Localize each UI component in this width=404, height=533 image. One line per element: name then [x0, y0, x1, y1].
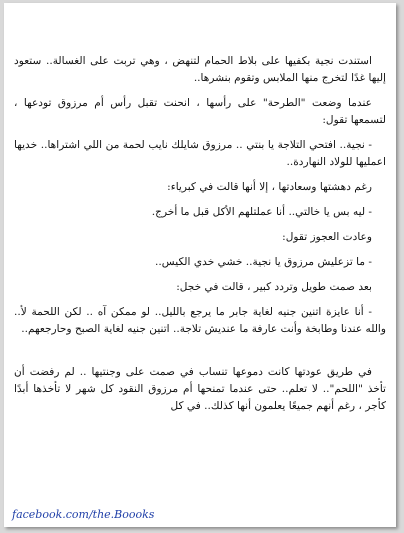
paragraph-10: في طريق عودتها كانت دموعها تنساب في صمت على وجنتيها .. لم رفضت أن تأخذ "اللحم".. لا تعلم.. حتى عندما تمنحها أم مرزوق النقود كل شهر لا تأخذها أبدًا كأجر ، رغم أنهم جميعًا يعلمون أنها كذلك.. في كل	[14, 366, 386, 412]
paragraph-6: وعادت العجوز تقول:	[282, 231, 372, 243]
paragraph-9: - أنا عايزة اتنين جنيه لغاية جابر ما يرجع بالليل.. لو ممكن آه .. لكن اللحمة لأ.. والله عندنا وطابخة وأنت عارفة ما عنديش تلاجة.. اتنين جنيه لغاية الصبح وحارجعهم..	[14, 306, 386, 335]
paragraph-5: - ليه بس يا خالتي.. أنا عملتلهم الأكل قبل ما أخرج.	[151, 206, 372, 218]
paragraph-1: استندت نجية بكفيها على بلاط الحمام لتنهض ، وهي تربت على الغسالة.. ستعود إليها غدًا لتخرج منها الملابس وتقوم بنشرها..	[14, 55, 386, 84]
paragraph-3: - نجية.. افتحي التلاجة يا بنتي .. مرزوق شايلك نايب لحمة من اللي اشتراها.. خديها اعمليها للولاد النهاردة..	[14, 139, 386, 168]
facebook-link[interactable]: facebook.com/the.Boooks	[12, 508, 155, 521]
document-page	[4, 3, 396, 527]
paragraph-7: - ما تزعليش مرزوق يا نجية.. خشي خدي الكيس..	[155, 256, 372, 268]
document-body	[14, 53, 386, 423]
paragraph-4: رغم دهشتها وسعادتها ، إلا أنها قالت في كبرياء:	[167, 181, 372, 193]
paragraph-2: عندما وضعت "الطرحة" على رأسها ، انحنت تقبل رأس أم مرزوق تودعها ، لتسمعها تقول:	[14, 97, 386, 126]
paragraph-8: بعد صمت طويل وتردد كبير ، قالت في خجل:	[176, 281, 372, 293]
